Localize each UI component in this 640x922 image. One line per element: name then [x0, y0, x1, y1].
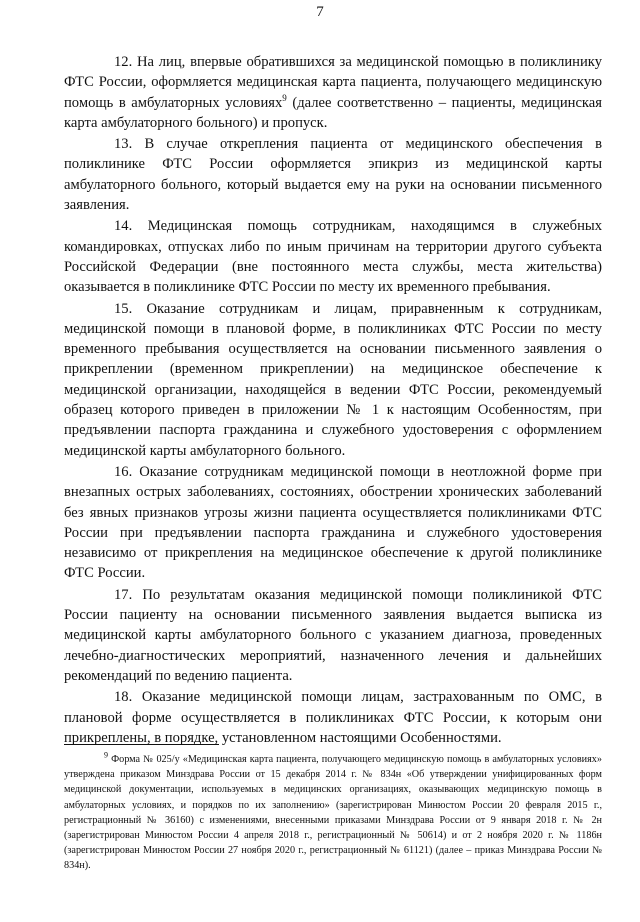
footnote-reference[interactable]: 9 — [282, 92, 287, 103]
document-body — [64, 52, 602, 749]
footnote-text: Форма № 025/у «Медицинская карта пациента, получающего медицинскую помощь в амбулаторных условиях» утверждена приказом Минздрава России от 15 декабря 2014 г. № 834н «Об утверждении унифицированных форм медицинской документации, используемых в медицинских организациях, оказывающих медицинскую помощь в амбулаторных условиях, и порядков по их заполнению» (зарегистрирован Минюстом России 20 февраля 2015 г., регистрационный № 36160) с изменениями, внесенными приказами Минздрава России от 9 января 2018 г. № 2н (зарегистрирован Минюстом России 4 апреля 2018 г., регистрационный № 50614) и от 2 ноября 2020 г. № 1186н (зарегистрирован Минюстом России 27 ноября 2020 г., регистрационный № 61121) (далее – приказ Минздрава России № 834н). — [64, 754, 602, 872]
paragraph-16: 16. Оказание сотрудникам медицинской помощи в неотложной форме при внезапных острых заболеваниях, состояниях, обострении хронических заболеваний без явных признаков угрозы жизни пациента осуществляется поликлиниками ФТС России при предъявлении паспорта гражданина и служебного удостоверения независимо от прикрепления на медицинское обеспечение к другой поликлинике ФТС России. — [64, 463, 602, 582]
paragraph-12 — [64, 52, 602, 133]
page-number: 7 — [316, 4, 324, 20]
footnote-divider — [64, 744, 219, 745]
paragraph-15: 15. Оказание сотрудникам и лицам, приравненным к сотрудникам, медицинской помощи в плановой форме, в поликлиниках ФТС России по месту временного пребывания осуществляется на основании письменного заявления о прикреплении (временном прикреплении) на медицинское обеспечение к медицинской организации, находящейся в ведении ФТС России, рекомендуемый образец которого приведен в приложении № 1 к настоящим Особенностям, при предъявлении паспорта гражданина и служебного удостоверения с оформлением медицинской карты амбулаторного больного. — [64, 300, 602, 459]
paragraph-18: 18. Оказание медицинской помощи лицам, застрахованным по ОМС, в плановой форме осуществляется в поликлиниках ФТС России, к которым они прикреплены, в порядке, установленном настоящими Особенностями. — [64, 689, 602, 746]
paragraph-17: 17. По результатам оказания медицинской помощи поликлиникой ФТС России пациенту на основании письменного заявления выдается выписка из медицинской карты амбулаторного больного с указанием диагноза, проведенных лечебно-диагностических мероприятий, назначенного лечения и дальнейших рекомендаций по ведению пациента. — [64, 586, 602, 684]
paragraph-12-text-after: (далее соответственно – пациенты, медицинская карта амбулаторного больного) и пропуск. — [64, 94, 602, 131]
footnote-9 — [64, 752, 602, 874]
footnote-mark: 9 — [104, 750, 108, 760]
paragraph-12-text: 12. На лиц, впервые обратившихся за медицинской помощью в поликлинику ФТС России, оформляется медицинская карта пациента, получающего медицинскую помощь в амбулаторных условиях — [64, 54, 602, 111]
paragraph-14: 14. Медицинская помощь сотрудникам, находящимся в служебных командировках, отпусках либо по иным причинам на территории другого субъекта Российской Федерации (вне постоянного места службы, места жительства) оказывается в поликлинике ФТС России по месту их временного пребывания. — [64, 218, 602, 296]
paragraph-13: 13. В случае открепления пациента от медицинского обеспечения в поликлинике ФТС России оформляется эпикриз из медицинской карты амбулаторного больного, который выдается ему на руки на основании письменного заявления. — [64, 136, 602, 214]
